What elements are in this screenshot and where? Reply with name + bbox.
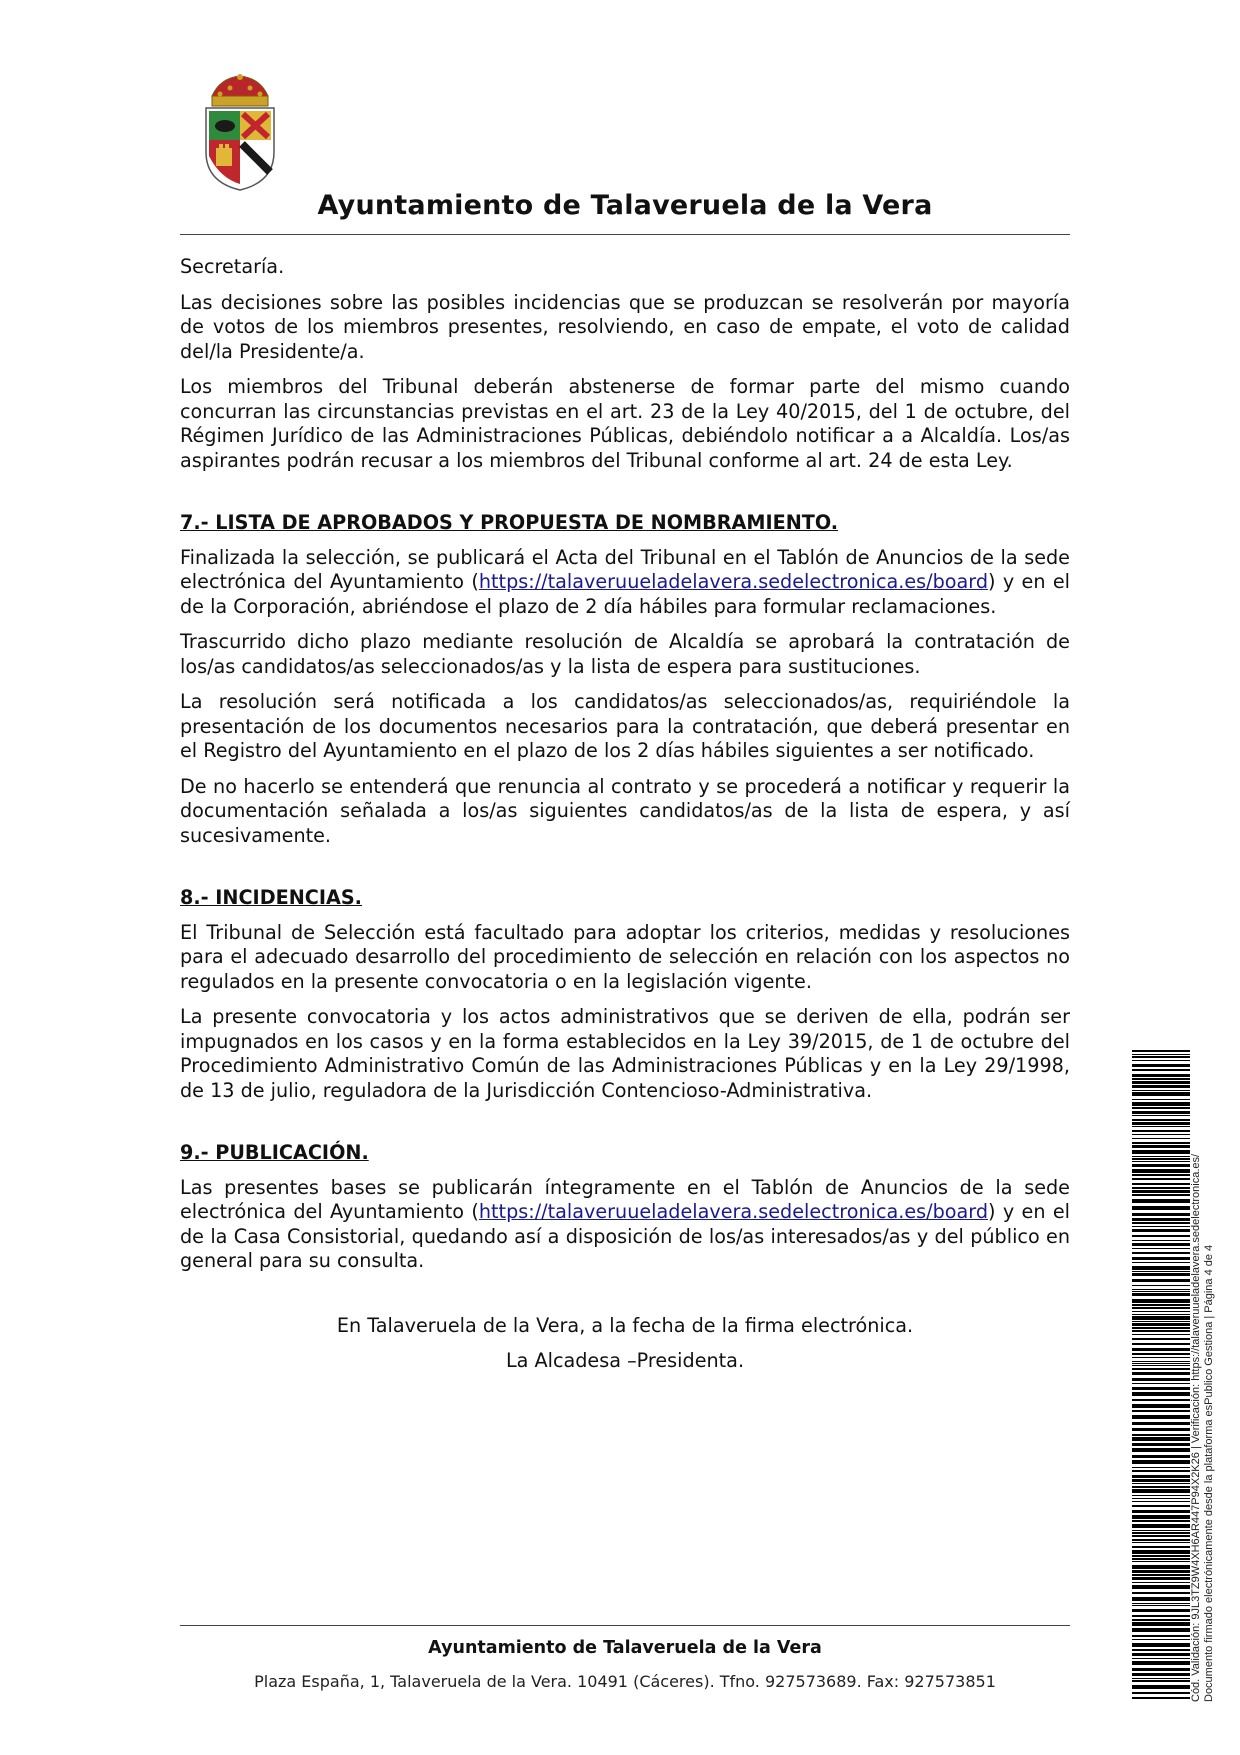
barcode-bar: [1132, 1470, 1190, 1472]
footer-organization: Ayuntamiento de Talaveruela de la Vera: [428, 1638, 822, 1658]
barcode-bar: [1132, 1448, 1190, 1452]
section-7-p1-before: Finalizada la selección, se publicará el Acta del Tribunal en el Tablón de Anuncios de la sede electrónica del Ayuntamiento (: [180, 545, 1070, 593]
barcode-bar: [1132, 1483, 1190, 1484]
barcode-bar: [1132, 1619, 1190, 1621]
barcode-bar: [1132, 1524, 1190, 1528]
barcode-bar: [1132, 1353, 1190, 1355]
section-7-heading: 7.- LISTA DE APROBADOS Y PROPUESTA DE NOMBRAMIENTO.: [180, 511, 839, 534]
barcode-bar: [1132, 1134, 1190, 1135]
section-7-paragraph-1: [180, 546, 1070, 620]
barcode-bar: [1132, 1243, 1190, 1246]
barcode-bar: [1132, 1622, 1190, 1626]
barcode-bar: [1132, 1218, 1190, 1221]
barcode-bar: [1132, 1678, 1190, 1679]
barcode-bar: [1132, 1289, 1190, 1290]
section-9-heading: 9.- PUBLICACIÓN.: [180, 1141, 369, 1164]
barcode-bar: [1132, 1316, 1190, 1320]
barcode-bar: [1132, 1178, 1190, 1180]
barcode-bar: [1132, 1585, 1190, 1589]
barcode-bar: [1132, 1299, 1190, 1303]
barcode-bar: [1132, 1150, 1190, 1154]
barcode-bar: [1132, 1535, 1190, 1537]
barcode-bar: [1132, 1266, 1190, 1270]
barcode-bar: [1132, 1222, 1190, 1224]
section-8-paragraph-2: La presente convocatoria y los actos administrativos que se deriven de ella, podrán ser impugnados en los casos y en la forma establecidos en la Ley 39/2015, de 1 de octubre del Procedimiento Administrativo Común de las Administraciones Públicas y en la Ley 29/1998, de 13 de julio, reguladora de la Jurisdicción Contencioso-Administrativa.: [180, 1005, 1070, 1102]
barcode-bar: [1132, 1102, 1190, 1106]
barcode-bar: [1132, 1060, 1190, 1061]
barcode-bar: [1132, 1279, 1190, 1282]
barcode-bar: [1132, 1603, 1190, 1604]
closing-signatory: La Alcadesa –Presidenta.: [505, 1349, 745, 1372]
barcode-bar: [1132, 1555, 1190, 1557]
barcode-bar: [1132, 1520, 1190, 1522]
barcode-bar: [1132, 1510, 1190, 1513]
board-link[interactable]: https://talaveruueladelavera.sedelectronica.es/board: [478, 570, 989, 593]
barcode-bar: [1132, 1107, 1190, 1109]
barcode-bar: [1132, 1368, 1190, 1370]
barcode-bar: [1132, 1271, 1190, 1272]
barcode-bar: [1132, 1530, 1190, 1531]
footer-address: Plaza España, 1, Talaveruela de la Vera. 10491 (Cáceres). Tfno. 927573689. Fax: 927573851: [254, 1672, 996, 1691]
barcode-bar: [1132, 1467, 1190, 1468]
barcode-bar: [1132, 1138, 1190, 1139]
barcode-bar: [1132, 1338, 1190, 1340]
barcode-bar: [1132, 1387, 1190, 1390]
barcode-bar: [1132, 1415, 1190, 1419]
barcode-bar: [1132, 1226, 1190, 1227]
barcode-bar: [1132, 1164, 1190, 1167]
barcode-bar: [1132, 1074, 1190, 1077]
barcode-bar: [1132, 1235, 1190, 1237]
barcode-bar: [1132, 1111, 1190, 1114]
page-header-title: Ayuntamiento de Talaveruela de la Vera: [317, 190, 933, 221]
section-7-paragraph-3: La resolución será notificada a los candidatos/as seleccionados/as, requiriéndole la presentación de los documentos necesarios para la contratación, que deberá presentar en el Registro del Ayuntamiento en el plazo de los 2 días hábiles siguientes a ser notificado.: [180, 690, 1070, 762]
barcode-bar: [1132, 1187, 1190, 1189]
side-validation-line: Cód. Validación: 9JL3TZ9W4XH6AR447P94X2K26 | Verificación: https://talaveruueladelavera.sedelectronica.es/: [1190, 1153, 1202, 1702]
barcode-bar: [1132, 1570, 1190, 1573]
barcode-bar: [1132, 1505, 1190, 1507]
section-7-paragraph-4: De no hacerlo se entenderá que renuncia al contrato y se procederá a notificar y requerir la documentación señalada a los/as siguientes candidatos/as de la lista de espera, y así sucesivamente.: [180, 774, 1070, 847]
barcode-bar: [1132, 1558, 1190, 1560]
barcode-bar: [1132, 1661, 1190, 1665]
barcode-bar: [1132, 1273, 1190, 1276]
board-link[interactable]: https://talaveruueladelavera.sedelectronica.es/board: [478, 1200, 989, 1223]
barcode-bar: [1132, 1122, 1190, 1125]
barcode-bar: [1132, 1213, 1190, 1216]
barcode-bar: [1132, 1437, 1190, 1441]
barcode-bar: [1132, 1515, 1190, 1519]
barcode-bar: [1132, 1183, 1190, 1185]
barcode-bar: [1132, 1304, 1190, 1306]
barcode-bar: [1132, 1658, 1190, 1659]
barcode-bar: [1132, 1605, 1190, 1606]
barcode-bar: [1132, 1194, 1190, 1196]
barcode-bar: [1132, 1550, 1190, 1554]
barcode-bar: [1132, 1680, 1190, 1682]
section-8-paragraph-1: El Tribunal de Selección está facultado para adoptar los criterios, medidas y resoluciones para el adecuado desarrollo del procedimiento de selección en relación con los aspectos no regulados en la presente convocatoria o en la legislación vigente.: [180, 920, 1070, 993]
paragraph-decisions: Las decisiones sobre las posibles incidencias que se produzcan se resolverán por mayoría de votos de los miembros presentes, resolviendo, en caso de empate, el voto de calidad del/la Presidente/a.: [180, 290, 1070, 363]
barcode-bar: [1132, 1697, 1190, 1699]
intro-fragment: Secretaría.: [180, 255, 285, 278]
barcode-bar: [1132, 1577, 1190, 1580]
barcode-bar: [1132, 1428, 1190, 1431]
municipal-crest-icon: [200, 74, 280, 192]
barcode-bar: [1132, 1311, 1190, 1312]
barcode-bar: [1132, 1615, 1190, 1617]
barcode-bar: [1132, 1574, 1190, 1576]
barcode-bar: [1132, 1673, 1190, 1676]
barcode-bar: [1132, 1685, 1190, 1689]
section-7-p1-after: ) y en el de la Corporación, abriéndose el plazo de 2 día hábiles para formular reclamaciones.: [180, 570, 1070, 618]
barcode-bar: [1132, 1692, 1190, 1694]
barcode-bar: [1132, 1422, 1190, 1425]
barcode-bar: [1132, 1434, 1190, 1436]
barcode-bar: [1132, 1229, 1190, 1232]
barcode-bar: [1132, 1119, 1190, 1121]
barcode-bar: [1132, 1455, 1190, 1458]
barcode-bar: [1132, 1064, 1190, 1067]
document-body: [180, 255, 1070, 1385]
barcode-bar: [1132, 1475, 1190, 1478]
barcode-bar: [1132, 1085, 1190, 1088]
barcode-bar: [1132, 1501, 1190, 1502]
barcode-bar: [1132, 1257, 1190, 1260]
barcode-bar: [1132, 1404, 1190, 1408]
footer-divider: [180, 1625, 1070, 1626]
barcode-bar: [1132, 1410, 1190, 1412]
barcode-bar: [1132, 1363, 1190, 1364]
barcode-bar: [1132, 1486, 1190, 1488]
barcode-bar: [1132, 1285, 1190, 1286]
barcode-bar: [1132, 1327, 1190, 1329]
barcode-bar: [1132, 1592, 1190, 1594]
barcode-bar: [1132, 1460, 1190, 1464]
barcode-bar: [1132, 1054, 1190, 1055]
barcode-bar: [1132, 1078, 1190, 1080]
barcode-bar: [1132, 1240, 1190, 1241]
barcode-bar: [1132, 1649, 1190, 1651]
barcode-bar: [1132, 1378, 1190, 1381]
barcode-bar: [1132, 1252, 1190, 1254]
paragraph-abstention: Los miembros del Tribunal deberán abstenerse de formar parte del mismo cuando concurran las circunstancias previstas en el art. 23 de la Ley 40/2015, del 1 de octubre, del Régimen Jurídico de las Administraciones Públicas, debiéndolo notificar a a Alcaldía. Los/as aspirantes podrán recusar a los miembros del Tribunal conforme al art. 24 de esta Ley.: [180, 375, 1070, 472]
barcode-bar: [1132, 1635, 1190, 1637]
barcode-bar: [1132, 1643, 1190, 1647]
barcode-bar: [1132, 1668, 1190, 1671]
barcode-bar: [1132, 1372, 1190, 1375]
barcode-bar: [1132, 1206, 1190, 1210]
barcode-bar: [1132, 1142, 1190, 1144]
barcode-bar: [1132, 1565, 1190, 1569]
side-signature-line: Documento firmado electrónicamente desde la plataforma esPublico Gestiona | Página 4 de 4: [1203, 1244, 1215, 1702]
barcode-bar: [1132, 1130, 1190, 1132]
barcode-bar: [1132, 1639, 1190, 1640]
section-9-paragraph-1: [180, 1176, 1070, 1274]
barcode-bar: [1132, 1092, 1190, 1096]
barcode-bar: [1132, 1561, 1190, 1562]
closing-block: [180, 1314, 1070, 1374]
barcode-bar: [1132, 1323, 1190, 1326]
barcode-bar: [1132, 1609, 1190, 1612]
barcode-bar: [1132, 1479, 1190, 1482]
section-9-p1-before: Las presentes bases se publicarán íntegramente en el Tablón de Anuncios de la sede electrónica del Ayuntamiento (: [180, 1175, 1070, 1223]
barcode-bar: [1132, 1307, 1190, 1309]
barcode-bar: [1132, 1399, 1190, 1401]
barcode-bar: [1132, 1099, 1190, 1100]
closing-place-date: En Talaveruela de la Vera, a la fecha de la firma electrónica.: [336, 1313, 914, 1337]
barcode-bar: [1132, 1169, 1190, 1173]
barcode-bar: [1132, 1542, 1190, 1543]
barcode-bar: [1132, 1190, 1190, 1193]
barcode-bar: [1132, 1495, 1190, 1496]
barcode-bar: [1132, 1321, 1190, 1322]
barcode-bar: [1132, 1343, 1190, 1345]
barcode-bar: [1132, 1348, 1190, 1351]
barcode-bar: [1132, 1582, 1190, 1583]
barcode-bar: [1132, 1546, 1190, 1548]
barcode-bar: [1132, 1365, 1190, 1366]
barcode-bar: [1132, 1090, 1190, 1091]
side-verification-text: [1190, 1042, 1216, 1702]
section-9-p1-after: ) y en el de la Casa Consistorial, quedando así a disposición de los/as interesados/as y del público en general para su consulta.: [180, 1200, 1070, 1272]
barcode-bar: [1132, 1443, 1190, 1446]
barcode-bar: [1132, 1199, 1190, 1203]
header-divider: [180, 234, 1070, 235]
barcode-bar: [1132, 1489, 1190, 1493]
section-8-heading: 8.- INCIDENCIAS.: [180, 886, 362, 909]
barcode-bar: [1132, 1158, 1190, 1160]
barcode-bar: [1132, 1334, 1190, 1335]
barcode-bar: [1132, 1314, 1190, 1315]
barcode-bar: [1132, 1145, 1190, 1148]
barcode-bar: [1132, 1056, 1190, 1058]
barcode-bar: [1132, 1628, 1190, 1632]
barcode-bar: [1132, 1361, 1190, 1362]
barcode-bar: [1132, 1532, 1190, 1534]
barcode-bar: [1132, 1330, 1190, 1332]
barcode-bar: [1132, 1156, 1190, 1157]
barcode-bar: [1132, 1174, 1190, 1176]
barcode-bar: [1132, 1392, 1190, 1396]
barcode-bar: [1132, 1262, 1190, 1263]
barcode-bar: [1132, 1383, 1190, 1384]
barcode-bar: [1132, 1069, 1190, 1071]
barcode-bar: [1132, 1248, 1190, 1249]
barcode-bar: [1132, 1539, 1190, 1541]
barcode-bar: [1132, 1293, 1190, 1296]
barcode-bar: [1132, 1653, 1190, 1656]
section-7-paragraph-2: Trascurrido dicho plazo mediante resolución de Alcaldía se aprobará la contratación de los/as candidatos/as seleccionados/as y la lista de espera para sustituciones.: [180, 630, 1070, 678]
barcode-bar: [1132, 1161, 1190, 1162]
barcode-bar: [1132, 1357, 1190, 1358]
barcode-bar: [1132, 1081, 1190, 1084]
validation-barcode-icon: [1132, 1050, 1190, 1700]
barcode-bar: [1132, 1291, 1190, 1292]
barcode-bar: [1132, 1115, 1190, 1116]
barcode-bar: [1132, 1126, 1190, 1127]
barcode-bar: [1132, 1050, 1190, 1052]
barcode-bar: [1132, 1498, 1190, 1499]
barcode-bar: [1132, 1597, 1190, 1601]
